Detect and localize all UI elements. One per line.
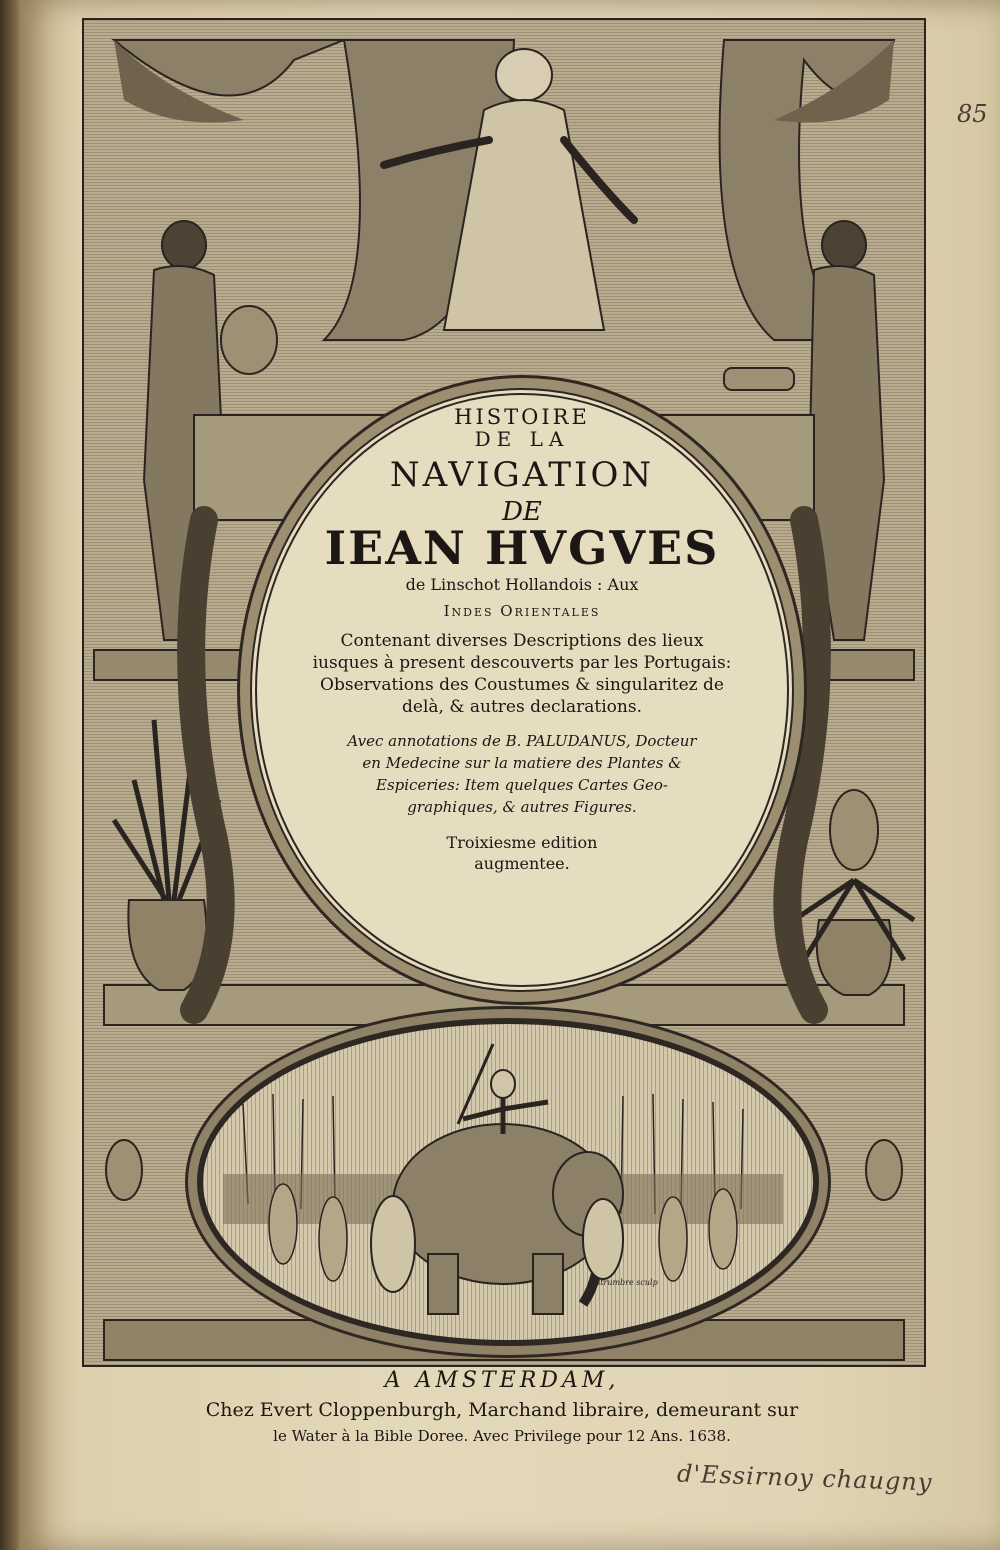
edition-line: augmentee. [474,854,570,873]
title-author-name: IEAN HVGVES [324,521,720,575]
annotations-line: graphiques, & autres Figures. [407,798,637,816]
description-line: delà, & autres declarations. [402,697,642,717]
title-linschot: de Linschot Hollandois : Aux [405,575,639,594]
title-navigation: NAVIGATION [389,455,655,495]
title-de-la: DE LA [474,427,570,451]
title-block [272,405,772,874]
description-line: Contenant diverses Descriptions des lieux [340,631,704,651]
handwritten-ownership-signature: d'Essirnoy chaugny [676,1459,933,1497]
book-spine [0,0,22,1550]
handwritten-shelf-number: 85 [957,100,988,128]
annotations [272,730,772,818]
title-page [22,0,1000,1550]
imprint-publisher: Chez Evert Cloppenburgh, Marchand libraire, demeurant sur [205,1399,799,1421]
description-line: Observations des Coustumes & singularitez de [320,675,724,695]
imprint-city: A AMSTERDAM, [384,1368,620,1393]
title-de: DE [502,497,542,527]
annotations-line: en Medecine sur la matiere des Plantes & [362,754,682,772]
elephant-battle-medallion [197,1018,819,1346]
imprint-address: le Water à la Bible Doree. Avec Privilege pour 12 Ans. 1638. [273,1427,731,1445]
description-line: iusques à present descouverts par les Portugais: [312,653,732,673]
elephant-scene [203,1024,801,1328]
edition [272,832,772,874]
title-indes-orientales: Indes Orientales [443,602,601,620]
imprint [122,1368,882,1445]
edition-line: Troixiesme edition [446,833,598,852]
title-histoire: HISTOIRE [454,405,590,429]
annotations-line: Avec annotations de B. PALUDANUS, Docteur [347,732,697,750]
engraver-signature: Pstrumbre sculp [591,1278,658,1287]
annotations-line: Espiceries: Item quelques Cartes Geo- [376,776,668,794]
description [272,630,772,718]
